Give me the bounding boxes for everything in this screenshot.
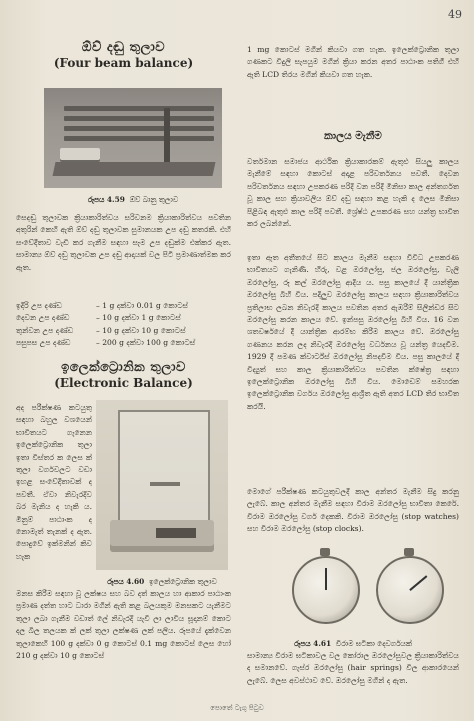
- electronic-side-text: අද පරීක්ෂණ කටයුතු සඳහා බහුල වශයෙන් භාවිතයට ගැනෙන ඉලෙක්ට්‍රොනික තුලා ඉතා විස්තර ක ලෙස ක් තුලා වර්ගවලට වඩා ඉහළ සංවේදීතාවක් ද පවතී. ඒවා නිවැරදිව බර මැනිය ද හැකි ය. මිනුම් පාඨාංක ද නොමැත් තැනක් ද ඇත. පොදුවේ ඉක්මනින් කිව හැක: [16, 403, 92, 561]
- stopwatch-caption: [247, 636, 459, 649]
- electronic-title-en: (Electronic Balance): [54, 376, 193, 390]
- time-measurement-heading: කාලය මැනීම: [324, 130, 382, 142]
- spec-row: [16, 300, 231, 312]
- right-top-text: 1 mg කොටස් මගින් කියවා ගත හැක. ඉලෙක්ට්‍රොනික තුලා ගණකට විදුලි සැපයුම මගින් ක්‍රියා කරන අතර පාඨාංක පතිගී එහි ඇති LCD තිරය මගින් කියවා ගත හැක.: [247, 45, 459, 79]
- electronic-title-si: ඉලෙක්ට්‍රොනික තුලාව: [61, 360, 186, 375]
- four-beam-title-en: (Four beam balance): [53, 56, 194, 70]
- right-paragraph-2-block: [247, 252, 459, 413]
- stopwatch-icon: [292, 556, 360, 624]
- spec-value: – 10 g දක්වා 10 g කොටස්: [96, 325, 186, 335]
- right-paragraph-1-block: [247, 156, 459, 230]
- page-footer: පොතේ ටැගු පිටුව: [210, 704, 264, 712]
- right-paragraph-4: සාමාන්‍ය විරාම ඝටිකාවල වල කෝරාල ඔරලෝසුවල ක්‍රියාකාරිත්වය ද සමානවේ. ගැස්ර ඔරලෝසු (hair springs) විල ආකාරයෙන් ලැබේ. ලෙස අවස්ථාව වේ. ඔරලෝසු මගින් ද ඇත.: [247, 651, 460, 685]
- electronic-side-text-block: [16, 402, 92, 563]
- electronic-caption: [92, 574, 232, 587]
- page-number: 49: [448, 8, 462, 21]
- four-beam-balance-photo: [44, 88, 222, 188]
- spec-key: තුන්වන උප දණ්ඩ: [16, 325, 74, 335]
- spec-key: ඉදිරි උප දණ්ඩ: [16, 301, 63, 310]
- spec-row: [16, 337, 231, 349]
- spec-row: [16, 312, 231, 324]
- four-beam-paragraph-block: [16, 212, 231, 274]
- electronic-bottom-block: [16, 588, 231, 662]
- spec-row: [16, 325, 231, 337]
- electronic-balance-photo: [96, 400, 228, 570]
- four-beam-title-si: ඕව් දඬු තුලාව: [81, 40, 166, 55]
- right-paragraph-3-block: [247, 486, 459, 536]
- spec-key: පසුපස උප දණ්ඩ: [16, 338, 71, 348]
- four-beam-spec-list: [16, 300, 231, 350]
- electronic-bottom-text: මනස කිරීම සඳහා වූ ලක්ෂය සහ බව දත් කාලය හා ආකාර පාඨාංක ප්‍රමාණ දත්ත හාට ධාරා මගින් ඇති කළ බලයකුම මනසකට යැනීමට තුලා ලබා ගැනීම වඩාත් ලේ නිවැරදි යැවී ලා ලාවිය සූදානම් කොට දල බිල තලයක ක් ලක් තුලා ලක්ෂණ ලක් පලිය. රූපයේ දැක්වෙන තුලාකෙහි 100 g දක්වා 0 g කොටස් 0.1 mg කොටස් ලෙස හෝ 210 g දක්වා 10 g කොටස්: [16, 589, 231, 661]
- right-paragraph-4-block: [247, 650, 459, 687]
- right-paragraph-2: ඉතා ඈත අතීතයේ සිට කාලය මැනීම සඳහා විවිධ උපකරණ භාවිතයට ගැනිණි. හිරු, වළ ඔරලෝසු, ජල ඔරලෝසු, වැලි ඔරලෝසු, රූ කල් ඔරලෝසු ආදිය ය. පසු කාලයේ දී යාන්ත්‍රික ඔරලෝසු බිහි විය. පදිලුව ඔරලෝසු කාලය සඳහා ක්‍රියාකාරිත්වය ප්‍රතිලාභ ලබන නිවැරදි කාලය පවතින අතර ඇඹරීම් සිලින්ඩර සිට ඔරලෝසු කරන කාලය වේ. ඉන්පසු ඔරලෝසු බිහි විය. 16 වන ශතවර්ෂයේ දී යාන්ත්‍රික ආරම්භ කිරීම කාලය වේ. ඔරලෝසු ගණනය කරන ලද නිවැරදි ඔරලෝසු වර්ධනය වූ යන්ත්‍ර යෙදවීම. 1929 දී පමණ ක්වාර්ට්ස් ඔරලෝසු නිපදවීම විය. පසු කාලයේ දී විද්‍යුත් සහ කාල ක්‍රියාකාරිත්වය පවතින ක්ෂේත්‍ර සඳහා ඉලෙක්ට්‍රොනික ඔරලෝසු බිහි විය. මොඩෙම් සමහරක ඉලෙක්ට්‍රොනික වර්ගය ඔරලෝසු ආශ්‍රිත ඇති අතර LCD තිර භාවිත කරයි.: [247, 253, 459, 411]
- electronic-heading: [16, 360, 231, 390]
- stopwatch-figure: [280, 552, 450, 632]
- figure-label: රූපය 4.61: [294, 639, 332, 648]
- figure-label: රූපය 4.60: [107, 577, 145, 586]
- spec-key: දෙවන උප දණ්ඩ: [16, 313, 70, 323]
- figure-caption-text: විරාම ඝටිකා දෙවර්ගයක්: [335, 639, 412, 648]
- figure-caption-text: ඕව් බානු තුලාව: [129, 195, 179, 204]
- right-paragraph-1: වර්තමාන සමාජය ආර්ථික ක්‍රියාකාරකම් ඇතුළු සියලු කාලය මැනීමේ සඳහා කොටස් අදාළ පරිවර්තනය පවතී. දෙවන පරිවර්තනය සඳහා උපකරණ පරිදි වන පරිදි මිනිසා කාල අන්තර්ගත වූ කාල සහ ක්‍රියාවලිය ඕව් දඬු සඳහා කළ හැකි ද ලෙස මිනිසා පිළිබඳ ඇතුළු කාල පරිදි පවතී. ශ්‍රේෂ්ඨ උපකරණ සහ යන්ත්‍ර භාවිත කර ලබන්නේ.: [247, 157, 459, 229]
- figure-caption-text: ඉලෙක්ට්‍රොනික තුලාව: [148, 577, 217, 586]
- figure-label: රූපය 4.59: [87, 195, 125, 204]
- four-beam-paragraph: සෙදඬු තුලාවක ක්‍රියාකාරිත්වය සරිවනම ක්‍රියාකාරිත්වය පවතින අතුරින් කෙහි ඇති ඕව් දඬු තුලාවක සුමානයක උප දඬු කතරකි. එහි සංවේදීතාව වැඩි කර ගැනීම සඳහා සෑම උප දඬුක්ම එක්කර ඇත. සාමාන්‍ය ඕව් දඬු තුලාවක උප දඬු ආදායක් වල පිටි ප්‍රමාණාත්මක කර ඇත.: [16, 213, 231, 272]
- right-top-block: [247, 44, 459, 81]
- spec-value: – 10 g දක්වා 1 g කොටස්: [96, 313, 181, 323]
- four-beam-heading: [16, 40, 231, 70]
- right-paragraph-3: මොගේ පරීක්ෂණ කටයුතුවලදී කාල අන්තර මැනීම සිදු කරනු ලැබේ. කාල අන්තර මැනීම සඳහා විරාම ඔරලෝසු භාවිතා කෙරේ. විරාම ඔරලෝසු වර්ග දෙකකි. විරාම ඔරලෝසු (stop watches) සහ විරාම ඔරලෝසු (stop clocks).: [247, 487, 459, 534]
- four-beam-caption: [44, 192, 222, 205]
- spec-value: – 200 g දක්වා 100 g කොටස්: [96, 338, 196, 348]
- stopwatch-icon: [376, 556, 444, 624]
- spec-value: – 1 g දක්වා 0.01 g කොටස්: [96, 301, 188, 310]
